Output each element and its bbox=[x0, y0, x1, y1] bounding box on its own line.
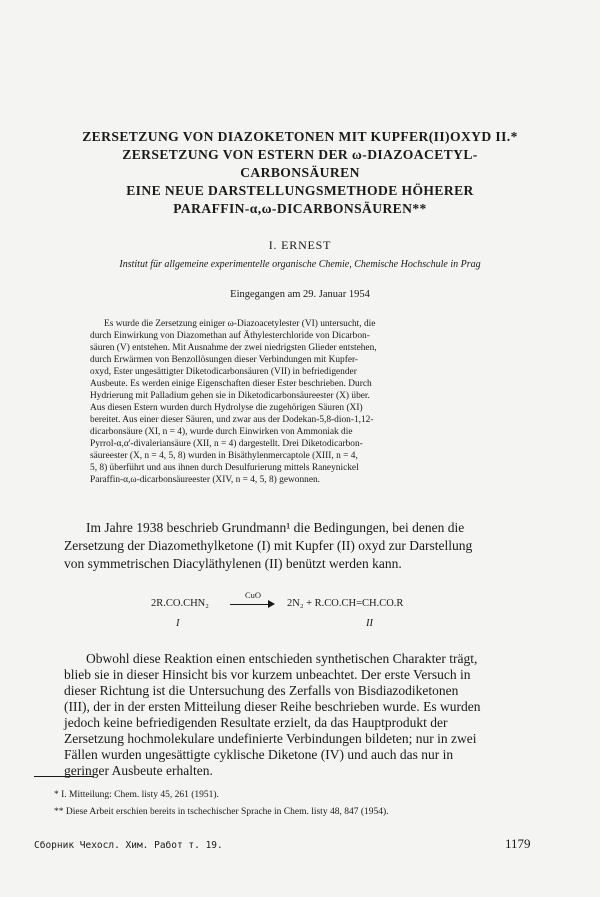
abstract bbox=[90, 318, 530, 486]
paragraph-line: blieb sie in dieser Hinsicht bis vor kurzem unbeachtet. Der erste Versuch in bbox=[64, 667, 471, 682]
institute-affiliation: Institut für allgemeine experimentelle organische Chemie, Chemische Hochschule in Prag bbox=[119, 259, 481, 270]
journal-footer: Сборник Чехосл. Хим. Работ т. 19. bbox=[34, 840, 223, 851]
paragraph-line: Fällen wurden ungesättigte cyklische Diketone (IV) und auch das nur in bbox=[64, 747, 454, 762]
abstract-line: 5, 8) überführt und aus ihnen durch Desulfurierung mittels Raneynickel bbox=[90, 463, 359, 473]
abstract-line: säuren (V) entstehen. Mit Ausnahme der zwei niedrigsten Glieder entstehen, bbox=[90, 343, 377, 353]
received-date: Eingegangen am 29. Januar 1954 bbox=[230, 289, 370, 300]
catalyst-label: CuO bbox=[244, 590, 262, 600]
title-line: PARAFFIN-α,ω-DICARBONSÄUREN** bbox=[173, 201, 427, 216]
reaction-equation bbox=[0, 590, 600, 638]
paragraph-line: (III), der in der ersten Mitteilung dieser Reihe beschrieben wurde. Es wurden bbox=[64, 699, 481, 714]
paragraph-line: dieser Richtung ist die Untersuchung des Zerfalls von Bisdiazodiketonen bbox=[64, 683, 459, 698]
author-name: I. ERNEST bbox=[268, 238, 332, 252]
abstract-line: Hydrierung mit Palladium gehen sie in Diketodicarbonsäureester (X) über. bbox=[90, 391, 370, 401]
abstract-line: durch Erwärmen von Benzollösungen dieser Verbindungen mit Kupfer- bbox=[90, 355, 359, 365]
abstract-line: durch Einwirkung von Diazomethan auf Äthylesterchloride von Dicarbon- bbox=[90, 331, 370, 341]
paragraph-line: Im Jahre 1938 beschrieb Grundmann¹ die Bedingungen, bei denen die bbox=[86, 520, 465, 535]
abstract-line: säureester (X, n = 4, 5, 8) wurden in Bisäthylenmercaptole (XIII, n = 4, bbox=[90, 451, 358, 461]
abstract-line: oxyd, Ester ungesättigter Diketodicarbonsäuren (VII) in befriedigender bbox=[90, 367, 357, 377]
paragraph-line: von symmetrischen Diacyläthylenen (II) benützt werden kann. bbox=[64, 556, 402, 571]
abstract-line: Es wurde die Zersetzung einiger ω-Diazoacetylester (VI) untersucht, die bbox=[104, 319, 376, 329]
abstract-line: bereitet. Aus einer dieser Säuren, und zwar aus der Dodekan-5,8-dion-1,12- bbox=[90, 415, 374, 425]
abstract-line: Ausbeute. Es werden einige Eigenschaften dieser Ester beschrieben. Durch bbox=[90, 379, 372, 389]
footnotes bbox=[54, 787, 389, 821]
paragraph-line: Zersetzung hochmolekulare undefinierte Verbindungen bildeten; nur in zwei bbox=[64, 731, 477, 746]
footnote: ** Diese Arbeit erschien bereits in tschechischer Sprache in Chem. listy 48, 847 (1954). bbox=[54, 807, 389, 817]
reaction-arrow bbox=[230, 590, 276, 616]
arrow-head-icon bbox=[268, 600, 275, 608]
equation-reactant: 2R.CO.CHN₂ bbox=[151, 598, 209, 609]
title-line: ZERSETZUNG VON DIAZOKETONEN MIT KUPFER(II)OXYD II.* bbox=[82, 129, 518, 144]
compound-label: I bbox=[176, 618, 180, 629]
compound-label: II bbox=[366, 618, 373, 629]
paragraph-line: Zersetzung der Diazomethylketone (I) mit Kupfer (II) oxyd zur Darstellung bbox=[64, 538, 473, 553]
abstract-line: Paraffin-α,ω-dicarbonsäureester (XIV, n = 4, 5, 8) gewonnen. bbox=[90, 475, 321, 485]
paragraph-line: Obwohl diese Reaktion einen entschieden synthetischen Charakter trägt, bbox=[86, 651, 478, 666]
title-line: ZERSETZUNG VON ESTERN DER ω-DIAZOACETYL- bbox=[122, 147, 478, 162]
intro-paragraph bbox=[64, 519, 540, 573]
title-line: CARBONSÄUREN bbox=[240, 165, 360, 180]
page-number: 1179 bbox=[505, 836, 531, 851]
arrow-shaft bbox=[230, 604, 270, 605]
footnote: * I. Mitteilung: Chem. listy 45, 261 (1951). bbox=[54, 790, 219, 800]
footnote-divider bbox=[34, 776, 94, 777]
abstract-line: Pyrrol-α,α'-divaleriansäure (XII, n = 4) dargestellt. Drei Diketodicarbon- bbox=[90, 439, 363, 449]
abstract-line: dicarbonsäure (XI, n = 4), wurde durch Einwirken von Ammoniak die bbox=[90, 427, 353, 437]
body-paragraph bbox=[64, 651, 540, 779]
paragraph-line: jedoch keine befriedigenden Resultate erzielt, da das Hauptprodukt der bbox=[64, 715, 448, 730]
abstract-line: Aus diesen Estern wurden durch Hydrolyse die zugehörigen Säuren (XI) bbox=[90, 403, 363, 413]
title-line: EINE NEUE DARSTELLUNGSMETHODE HÖHERER bbox=[126, 183, 474, 198]
equation-products: 2N₂ + R.CO.CH=CH.CO.R bbox=[287, 598, 404, 609]
article-title bbox=[40, 128, 560, 218]
paragraph-line: geringer Ausbeute erhalten. bbox=[64, 763, 213, 778]
